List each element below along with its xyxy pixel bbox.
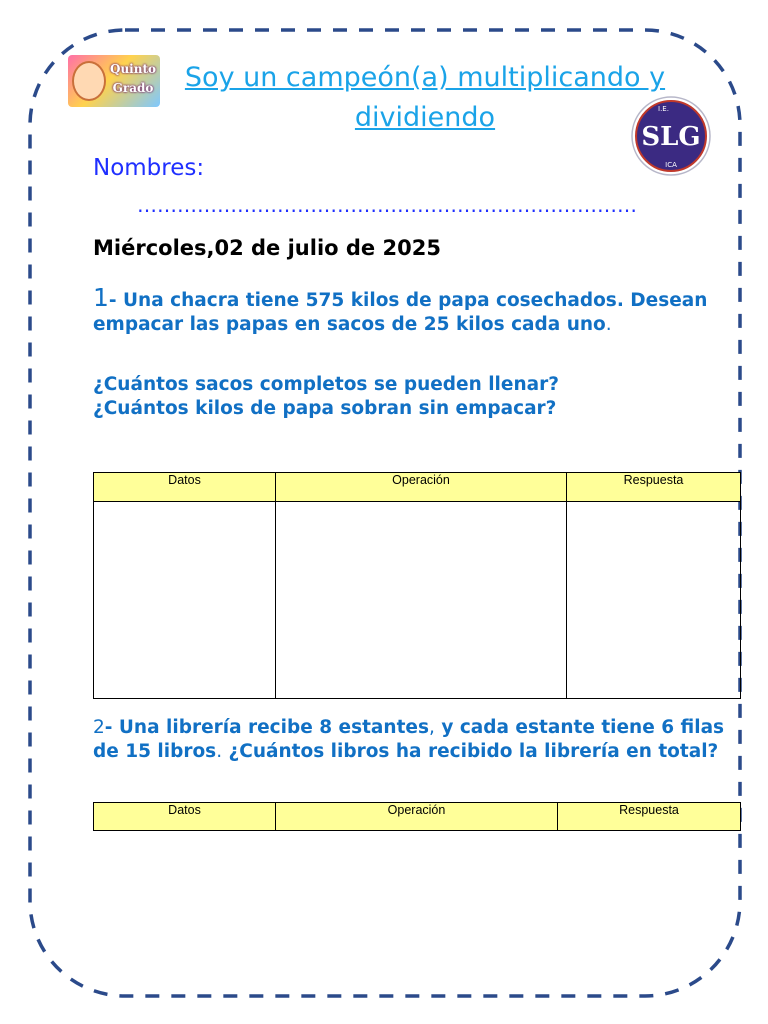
problem-2-answer-table (93, 802, 741, 831)
badge-line-1: Quinto (109, 62, 156, 76)
problem-1-question-1: ¿Cuántos sacos completos se pueden llenar? (93, 374, 559, 395)
table-2-header-operacion: Operación (276, 803, 558, 831)
table-2-header-datos: Datos (94, 803, 276, 831)
badge-text (108, 60, 158, 98)
problem-2-dot: . (216, 740, 223, 762)
table-1-header-datos: Datos (94, 473, 276, 502)
problem-2-statement (93, 716, 733, 763)
logo-small-text: I.E. (658, 105, 669, 113)
problem-2-comma: , (428, 717, 435, 738)
names-line[interactable]: ………………………………………………………………… (137, 193, 637, 217)
problem-1-statement (93, 283, 733, 336)
table-1-cell-operacion[interactable] (276, 502, 567, 699)
worksheet-title: Soy un campeón(a) multiplicando y dividiendo (184, 62, 666, 133)
table-1-header-respuesta: Respuesta (567, 473, 741, 502)
girl-cartoon-icon (72, 61, 106, 101)
problem-1-question-2: ¿Cuántos kilos de papa sobran sin empacar? (93, 397, 557, 419)
badge-line-2: Grado (112, 81, 154, 95)
problem-2-text-2: y cada estante tiene 6 filas de 15 libros (93, 717, 725, 762)
table-1-header-operacion: Operación (276, 473, 567, 502)
problem-2-number: 2 (93, 717, 105, 738)
table-2-header-respuesta: Respuesta (558, 803, 741, 831)
problem-2-text: - Una librería recibe 8 estantes (104, 717, 429, 738)
problem-1-end: . (605, 313, 612, 335)
table-1-cell-datos[interactable] (94, 502, 276, 699)
school-logo (630, 95, 712, 177)
table-1-cell-respuesta[interactable] (567, 502, 741, 699)
problem-1-questions (93, 373, 733, 420)
problem-2-text-3: ¿Cuántos libros ha recibido la librería en total? (222, 740, 719, 762)
worksheet-date: Miércoles,02 de julio de 2025 (93, 236, 441, 260)
problem-1-number: 1 (93, 283, 109, 312)
logo-bottom-text: ICA (665, 161, 677, 169)
problem-1-answer-table (93, 472, 741, 699)
names-label: Nombres: (93, 155, 205, 181)
quinto-grado-badge (68, 55, 160, 107)
logo-letters: SLG (641, 122, 701, 152)
problem-1-text: - Una chacra tiene 575 kilos de papa cosechados. Desean empacar las papas en sacos de 25 kilos cada uno (93, 290, 708, 335)
